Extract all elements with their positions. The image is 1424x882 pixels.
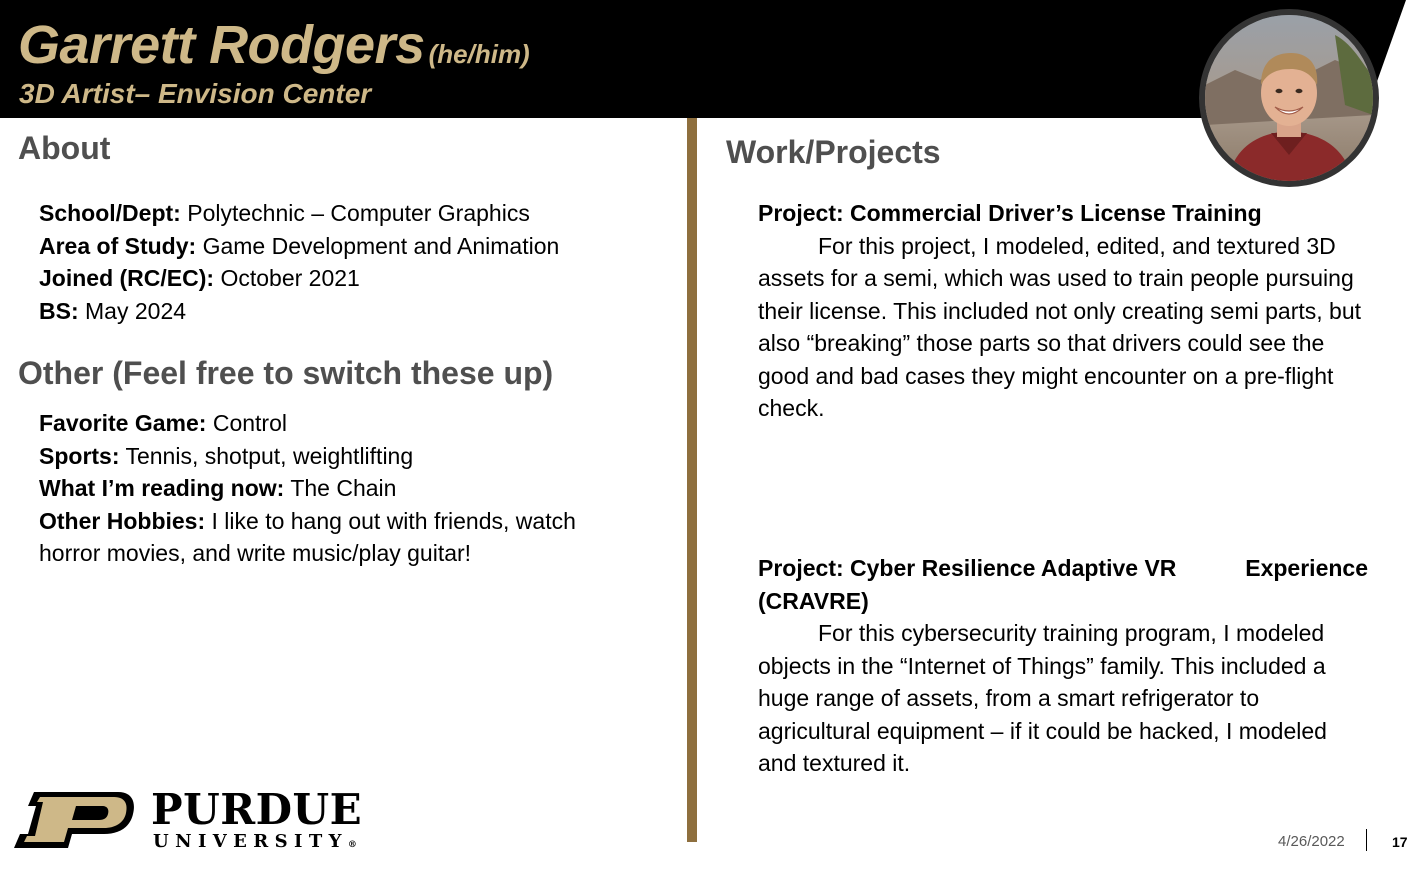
person-role: 3D Artist– Envision Center <box>19 78 372 109</box>
project-title-acronym: (CRAVRE) <box>758 587 869 614</box>
work-heading: Work/Projects <box>726 134 941 170</box>
other-value: Tennis, shotput, weightlifting <box>119 442 414 469</box>
other-label: Other Hobbies: <box>39 507 206 534</box>
other-value: I like to hang out with friends, watch horror movies, and write music/play guitar! <box>39 507 576 566</box>
other-list <box>39 407 679 570</box>
other-label: What I’m reading now: <box>39 475 285 501</box>
about-value: Game Development and Animation <box>196 232 560 259</box>
person-name-line <box>18 14 530 76</box>
about-item-joined <box>39 262 679 295</box>
project-title <box>758 552 1368 585</box>
logo-wordmark-bottom <box>153 832 357 855</box>
avatar-portrait <box>1205 15 1373 181</box>
other-value: The Chain <box>284 475 397 501</box>
person-pronouns: (he/him) <box>428 39 530 69</box>
avatar <box>1199 9 1379 187</box>
project-cravre <box>758 552 1368 780</box>
project-title: Project: Commercial Driver’s License Training <box>758 200 1262 226</box>
other-value: Control <box>206 410 287 436</box>
project-description: For this cybersecurity training program, I modeled objects in the “Internet of Things” family. This included a huge range of assets, from a smart refrigerator to agricultural equipment – if it could be hacked, I modeled and textured it. <box>758 620 1327 776</box>
footer-date: 4/26/2022 <box>1278 833 1345 850</box>
about-label: School/Dept: <box>39 200 181 226</box>
other-item-reading <box>39 472 679 505</box>
other-label: Favorite Game: <box>39 410 207 436</box>
other-item-hobbies <box>39 505 629 570</box>
logo-registered: ® <box>347 840 357 850</box>
project-title-end: Experience <box>1245 555 1368 581</box>
about-heading: About <box>18 130 111 166</box>
footer-separator <box>1366 829 1367 851</box>
about-label: Joined (RC/EC): <box>39 265 215 291</box>
project-cdl <box>758 197 1368 425</box>
about-label: BS: <box>39 297 79 324</box>
about-label: Area of Study: <box>39 232 197 259</box>
about-item-school <box>39 197 679 230</box>
logo-university: UNIVERSITY <box>153 831 348 852</box>
purdue-logo <box>14 785 363 854</box>
about-value: May 2024 <box>78 297 187 324</box>
about-value: Polytechnic – Computer Graphics <box>180 200 530 226</box>
person-name: Garrett Rodgers <box>18 15 425 75</box>
other-label: Sports: <box>39 442 120 469</box>
purdue-p-mark-icon <box>14 788 134 854</box>
other-item-sports <box>39 440 679 473</box>
about-list <box>39 197 679 327</box>
other-item-game <box>39 407 679 440</box>
project-title-main: Project: Cyber Resilience Adaptive VR <box>758 555 1177 581</box>
other-heading: Other (Feel free to switch these up) <box>18 355 554 391</box>
about-item-area <box>39 230 679 263</box>
about-item-bs <box>39 295 679 328</box>
column-divider <box>687 118 697 842</box>
project-description: For this project, I modeled, edited, and textured 3D assets for a semi, which was used to train people pursuing their license. This included not only creating semi parts, but also “breaking” those parts so that drivers could see the good and bad cases they might encounter on a pre-flight check. <box>758 232 1361 421</box>
page-number: 17 <box>1392 834 1408 850</box>
logo-wordmark-top: PURDUE <box>151 785 363 834</box>
about-value: October 2021 <box>214 265 360 291</box>
